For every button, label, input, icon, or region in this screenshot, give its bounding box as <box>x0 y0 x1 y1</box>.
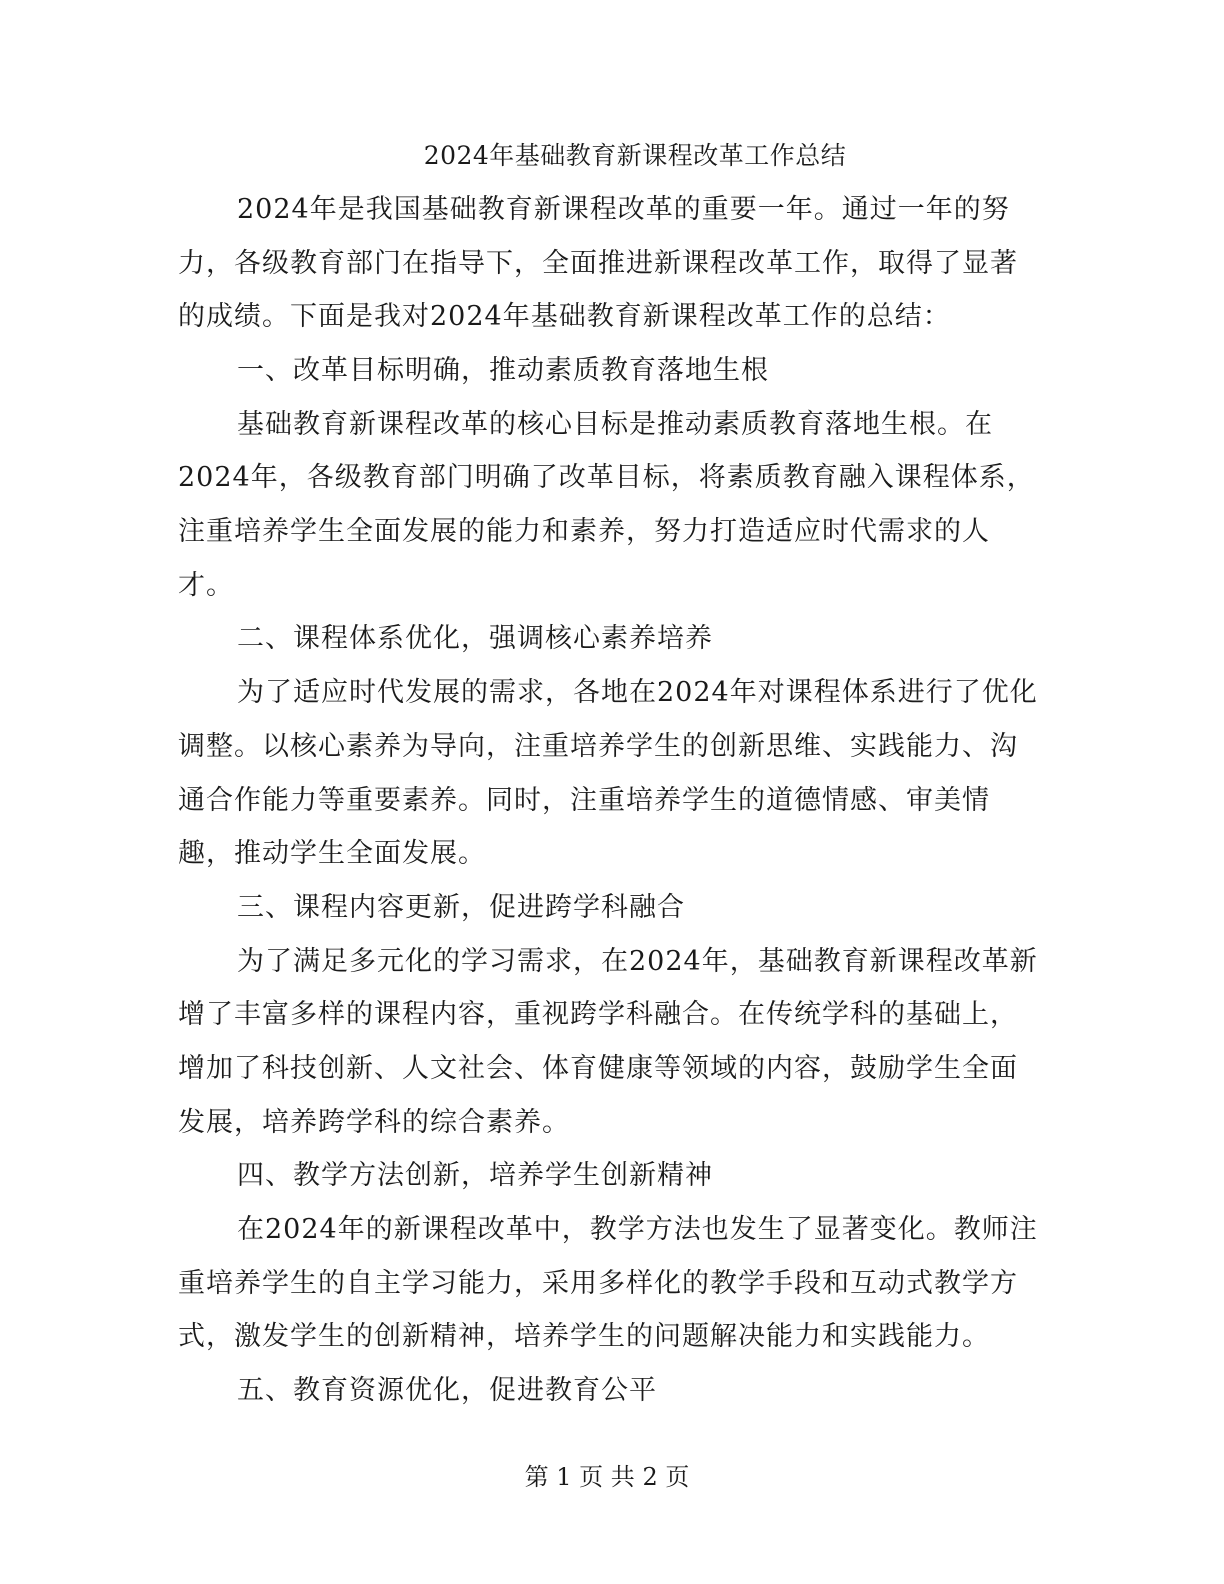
paragraph-line: 重培养学生的自主学习能力，采用多样化的教学手段和互动式教学方 <box>178 1268 1018 1299</box>
paragraph-line: 趣，推动学生全面发展。 <box>178 838 486 869</box>
paragraph-line: 发展，培养跨学科的综合素养。 <box>178 1107 570 1138</box>
section-heading: 三、课程内容更新，促进跨学科融合 <box>237 892 685 923</box>
paragraph-line: 基础教育新课程改革的核心目标是推动素质教育落地生根。在 <box>237 409 993 440</box>
paragraph-line: 2024年，各级教育部门明确了改革目标，将素质教育融入课程体系， <box>178 462 1035 493</box>
section-heading: 一、改革目标明确，推动素质教育落地生根 <box>237 355 769 386</box>
paragraph-line: 为了满足多元化的学习需求，在2024年，基础教育新课程改革新 <box>237 946 1038 977</box>
page-number-footer: 第 1 页 共 2 页 <box>524 1463 690 1491</box>
paragraph-line: 在2024年的新课程改革中，教学方法也发生了显著变化。教师注 <box>237 1214 1038 1245</box>
paragraph-line: 才。 <box>178 570 234 601</box>
section-heading: 四、教学方法创新，培养学生创新精神 <box>237 1160 713 1191</box>
paragraph-line: 力，各级教育部门在指导下，全面推进新课程改革工作，取得了显著 <box>178 248 1018 279</box>
paragraph-line: 2024年是我国基础教育新课程改革的重要一年。通过一年的努 <box>237 194 1010 225</box>
paragraph-line: 为了适应时代发展的需求，各地在2024年对课程体系进行了优化 <box>237 677 1038 708</box>
paragraph-line: 通合作能力等重要素养。同时，注重培养学生的道德情感、审美情 <box>178 785 990 816</box>
paragraph-line: 注重培养学生全面发展的能力和素养，努力打造适应时代需求的人 <box>178 516 990 547</box>
paragraph-line: 增了丰富多样的课程内容，重视跨学科融合。在传统学科的基础上， <box>178 999 1018 1030</box>
paragraph-line: 增加了科技创新、人文社会、体育健康等领域的内容，鼓励学生全面 <box>178 1053 1018 1084</box>
paragraph-line: 调整。以核心素养为导向，注重培养学生的创新思维、实践能力、沟 <box>178 731 1018 762</box>
section-heading: 二、课程体系优化，强调核心素养培养 <box>237 623 713 654</box>
section-heading: 五、教育资源优化，促进教育公平 <box>237 1375 657 1406</box>
paragraph-line: 式，激发学生的创新精神，培养学生的问题解决能力和实践能力。 <box>178 1321 990 1352</box>
document-title: 2024年基础教育新课程改革工作总结 <box>423 141 847 170</box>
paragraph-line: 的成绩。下面是我对2024年基础教育新课程改革工作的总结： <box>178 301 951 332</box>
